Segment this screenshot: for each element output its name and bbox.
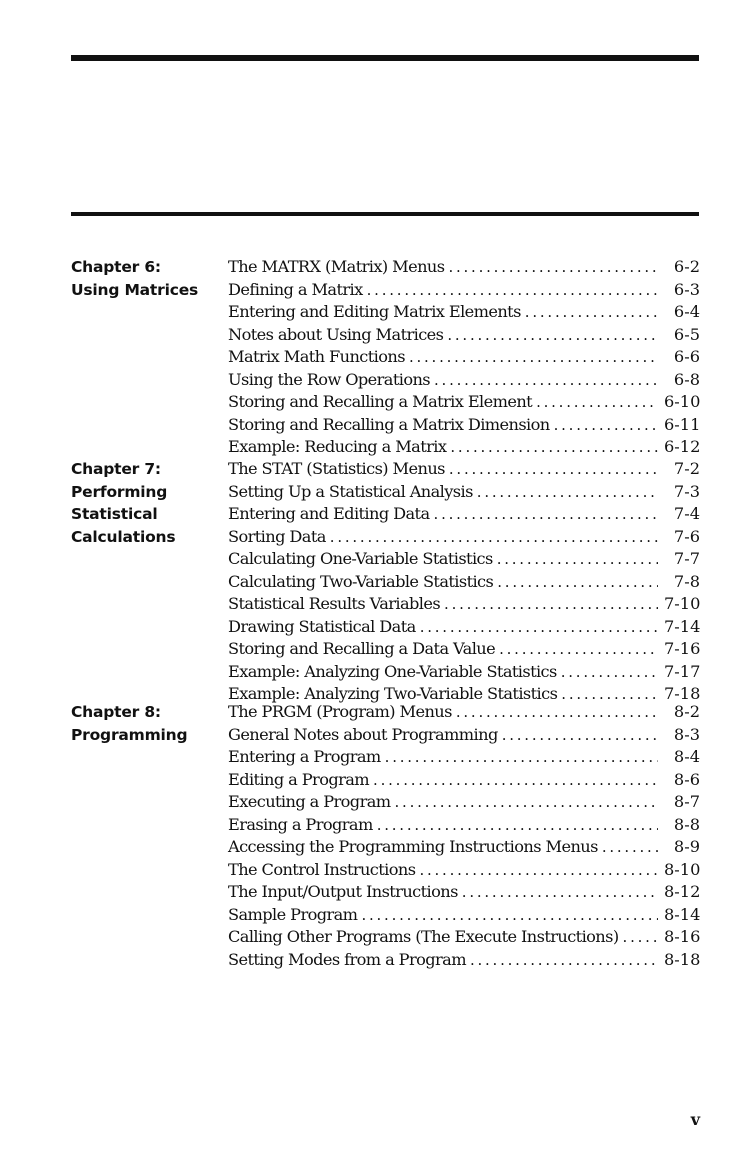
toc-entry-title: The PRGM (Program) Menus (228, 702, 452, 721)
toc-entry[interactable] (228, 791, 700, 814)
toc-entry-page: 8-4 (673, 747, 700, 766)
toc-entry-page: 6-4 (673, 302, 700, 321)
page-number: v (690, 1110, 700, 1129)
toc-entry[interactable] (228, 301, 700, 324)
toc-entry[interactable] (228, 526, 700, 549)
toc-entry[interactable] (228, 279, 700, 302)
toc-entry[interactable] (228, 436, 700, 459)
toc-entry-title: Drawing Statistical Data (228, 616, 416, 636)
toc-entry-page: 7-17 (664, 661, 701, 681)
toc-entry-title: Matrix Math Functions (228, 347, 405, 366)
toc-entry-page: 8-8 (673, 814, 700, 834)
dot-leader (497, 548, 658, 571)
dot-leader (444, 593, 658, 616)
dot-leader (420, 616, 658, 639)
toc-entry[interactable] (228, 593, 700, 616)
toc-entry-page: 7-2 (673, 459, 700, 478)
toc-entry[interactable] (228, 391, 700, 414)
chapter-heading-line: Programming (71, 725, 188, 744)
toc-entry-title: Sample Program (228, 904, 358, 924)
toc-entry-page: 7-16 (664, 639, 701, 658)
toc-entry-title: Storing and Recalling a Matrix Element (228, 392, 533, 411)
toc-entry-page: 8-3 (673, 724, 700, 744)
toc-entry[interactable] (228, 814, 700, 837)
toc-entry[interactable] (228, 548, 700, 571)
toc-entry[interactable] (228, 859, 700, 882)
toc-entry[interactable] (228, 324, 700, 347)
toc-entry-page: 6-5 (673, 324, 700, 344)
toc-entry-title: Storing and Recalling a Matrix Dimension (228, 414, 550, 434)
toc-entry[interactable] (228, 369, 700, 392)
dot-leader (361, 904, 658, 927)
toc-entry[interactable] (228, 458, 700, 481)
toc-entry-title: Erasing a Program (228, 814, 373, 834)
toc-entry-title: Setting Up a Statistical Analysis (228, 481, 473, 501)
toc-entry-title: Calling Other Programs (The Execute Instructions) (228, 927, 619, 946)
toc-entry-page: 7-3 (673, 481, 700, 501)
dot-leader (554, 414, 658, 437)
toc-entry-title: The Input/Output Instructions (228, 882, 458, 901)
top-rule (71, 55, 699, 61)
toc-entry-title: Executing a Program (228, 792, 391, 811)
toc-entry-title: General Notes about Programming (228, 724, 498, 744)
toc-entry-title: Statistical Results Variables (228, 594, 441, 613)
toc-entry[interactable] (228, 661, 700, 684)
toc-entry-title: Sorting Data (228, 526, 326, 546)
toc-entry[interactable] (228, 926, 700, 949)
toc-entry-title: Example: Analyzing Two-Variable Statistics (228, 684, 558, 703)
toc-entry-title: Editing a Program (228, 769, 370, 789)
chapter-heading-line: Calculations (71, 527, 176, 546)
dot-leader (470, 949, 658, 972)
chapter-8-entries (228, 701, 700, 971)
toc-entry-page: 6-10 (664, 392, 701, 411)
section-rule (71, 212, 699, 216)
dot-leader (385, 746, 658, 769)
dot-leader (456, 701, 658, 724)
toc-entry-title: Entering and Editing Matrix Elements (228, 302, 521, 321)
toc-entry[interactable] (228, 769, 700, 792)
toc-entry-title: Defining a Matrix (228, 279, 363, 299)
dot-leader (367, 279, 658, 302)
dot-leader (525, 301, 658, 324)
chapter-6-heading (71, 256, 221, 301)
toc-entry-title: Storing and Recalling a Data Value (228, 639, 496, 658)
dot-leader (497, 571, 658, 594)
toc-entry-title: Example: Analyzing One-Variable Statistics (228, 661, 557, 681)
toc-entry-title: Entering and Editing Data (228, 504, 430, 523)
dot-leader (434, 369, 658, 392)
chapter-heading-line: Chapter 6: (71, 258, 161, 276)
dot-leader (602, 836, 658, 859)
toc-entry[interactable] (228, 256, 700, 279)
toc-entry-page: 8-7 (673, 792, 700, 811)
toc-entry-page: 6-2 (673, 257, 700, 276)
toc-entry-title: Entering a Program (228, 747, 381, 766)
toc-entry[interactable] (228, 481, 700, 504)
toc-entry[interactable] (228, 701, 700, 724)
toc-entry-title: The MATRX (Matrix) Menus (228, 257, 445, 276)
dot-leader (561, 661, 658, 684)
dot-leader (377, 814, 658, 837)
toc-entry-title: The STAT (Statistics) Menus (228, 459, 445, 478)
toc-entry[interactable] (228, 346, 700, 369)
toc-entry-title: Calculating One-Variable Statistics (228, 549, 493, 568)
dot-leader (395, 791, 658, 814)
dot-leader (477, 481, 658, 504)
dot-leader (449, 458, 658, 481)
toc-entry-page: 6-6 (673, 347, 700, 366)
toc-entry-page: 8-18 (664, 949, 701, 969)
chapter-heading-line: Chapter 8: (71, 703, 161, 721)
toc-entry-page: 8-2 (673, 702, 700, 721)
toc-entry[interactable] (228, 724, 700, 747)
toc-entry-title: Notes about Using Matrices (228, 324, 444, 344)
toc-entry-page: 8-12 (664, 882, 701, 901)
chapter-heading-line: Performing (71, 482, 168, 501)
toc-entry-page: 7-14 (664, 616, 701, 636)
dot-leader (373, 769, 658, 792)
toc-entry-page: 6-8 (673, 369, 700, 389)
toc-entry-title: Calculating Two-Variable Statistics (228, 571, 494, 591)
toc-entry-page: 7-7 (673, 549, 700, 568)
toc-entry-page: 6-11 (664, 414, 701, 434)
dot-leader (623, 926, 658, 949)
toc-entry[interactable] (228, 904, 700, 927)
toc-entry-title: Example: Reducing a Matrix (228, 437, 447, 456)
toc-entry[interactable] (228, 836, 700, 859)
toc-entry-page: 7-8 (673, 571, 700, 591)
toc-entry-page: 7-6 (673, 526, 700, 546)
toc-entry-page: 8-16 (664, 927, 701, 946)
dot-leader (447, 324, 658, 347)
toc-entry[interactable] (228, 616, 700, 639)
toc-entry-title: Setting Modes from a Program (228, 949, 466, 969)
dot-leader (409, 346, 658, 369)
dot-leader (450, 436, 658, 459)
toc-entry-page: 7-4 (673, 504, 700, 523)
chapter-6-entries (228, 256, 700, 459)
chapter-7-entries (228, 458, 700, 706)
toc-entry-page: 8-6 (673, 769, 700, 789)
dot-leader (448, 256, 658, 279)
chapter-heading-line: Using Matrices (71, 280, 199, 299)
toc-entry-title: Accessing the Programming Instructions Menus (228, 837, 598, 856)
toc-entry[interactable] (228, 638, 700, 661)
chapter-heading-line: Chapter 7: (71, 460, 161, 478)
toc-entry-page: 6-3 (673, 279, 700, 299)
dot-leader (434, 503, 658, 526)
toc-entry-title: The Control Instructions (228, 859, 416, 879)
toc-entry-page: 7-18 (664, 684, 701, 703)
chapter-8-heading (71, 701, 221, 746)
dot-leader (502, 724, 658, 747)
toc-entry-page: 8-14 (664, 904, 701, 924)
toc-entry[interactable] (228, 414, 700, 437)
toc-entry[interactable] (228, 571, 700, 594)
toc-entry-page: 6-12 (664, 437, 701, 456)
toc-entry-title: Using the Row Operations (228, 369, 431, 389)
dot-leader (462, 881, 658, 904)
toc-entry[interactable] (228, 746, 700, 769)
dot-leader (419, 859, 658, 882)
toc-entry[interactable] (228, 503, 700, 526)
toc-entry[interactable] (228, 881, 700, 904)
dot-leader (499, 638, 658, 661)
dot-leader (536, 391, 658, 414)
toc-entry[interactable] (228, 949, 700, 972)
chapter-7-heading (71, 458, 221, 548)
toc-entry-page: 7-10 (664, 594, 701, 613)
chapter-heading-line: Statistical (71, 505, 158, 523)
toc-entry-page: 8-9 (673, 837, 700, 856)
dot-leader (330, 526, 658, 549)
toc-entry-page: 8-10 (664, 859, 701, 879)
